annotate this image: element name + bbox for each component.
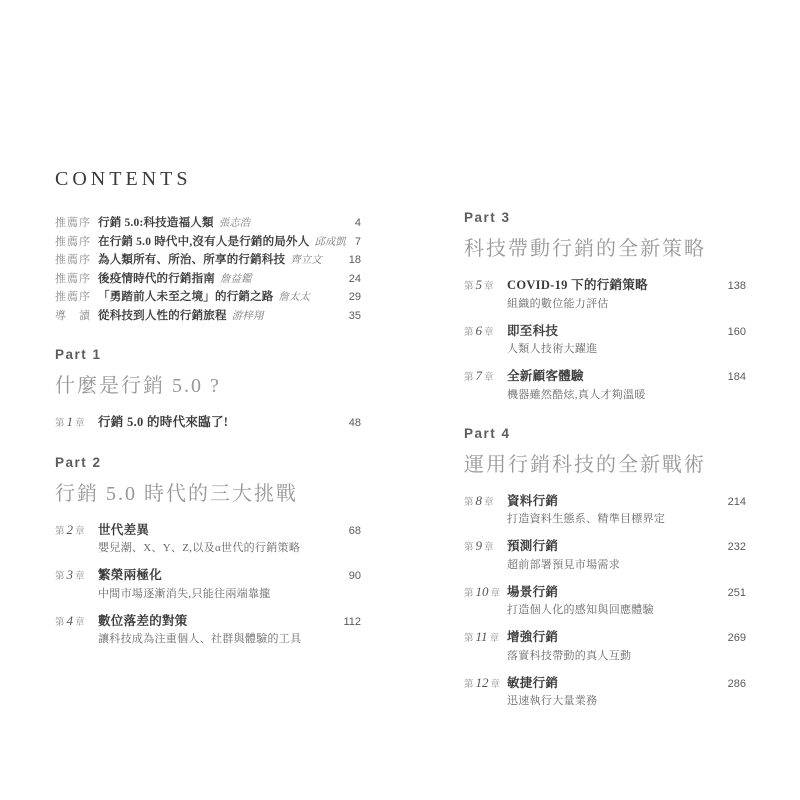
part-title: 科技帶動行銷的全新策略 bbox=[464, 238, 706, 260]
chapter-row bbox=[55, 614, 361, 629]
chapter-number-label: 第 11 章 bbox=[464, 629, 500, 644]
part-section-2 bbox=[55, 455, 361, 646]
entry-title: 在行銷 5.0 時代中,沒有人是行銷的局外人 bbox=[98, 235, 310, 248]
entry-label: 推薦序 bbox=[55, 254, 91, 266]
chapter-block bbox=[464, 369, 746, 401]
entry-author: 齊立文 bbox=[290, 255, 322, 266]
left-column bbox=[55, 168, 361, 659]
right-column bbox=[464, 210, 746, 721]
entry-author: 邱成凱 bbox=[314, 236, 346, 248]
part-section-1 bbox=[55, 347, 361, 430]
chapter-page-number: 138 bbox=[727, 280, 746, 292]
front-matter-entry bbox=[55, 255, 361, 267]
chapter-row bbox=[55, 523, 361, 538]
front-matter-entry bbox=[55, 311, 361, 323]
chapter-page-number: 184 bbox=[727, 371, 746, 383]
front-matter-entry bbox=[55, 218, 361, 230]
chapter-page-number: 232 bbox=[727, 541, 746, 553]
entry-title: 「勇踏前人未至之境」的行銷之路 bbox=[98, 291, 274, 303]
chapter-block bbox=[55, 415, 361, 430]
chapter-number-label: 第 6 章 bbox=[464, 322, 494, 338]
chapter-number-label: 第 4 章 bbox=[55, 612, 85, 628]
chapter-title: 世代差異 bbox=[98, 522, 150, 537]
contents-title: CONTENTS bbox=[55, 168, 192, 190]
chapter-subtitle: 組織的數位能力評估 bbox=[507, 297, 609, 310]
chapter-page-number: 251 bbox=[727, 586, 746, 599]
chapter-subtitle: 機器雖然酷炫,真人才夠溫暖 bbox=[507, 388, 646, 401]
chapter-row bbox=[464, 369, 746, 384]
entry-label: 導 讀 bbox=[55, 309, 91, 322]
entry-title: 從科技到人性的行銷旅程 bbox=[98, 309, 227, 322]
entry-author: 張志浩 bbox=[218, 218, 251, 229]
chapter-block bbox=[464, 278, 746, 310]
entry-title: 後疫情時代的行銷指南 bbox=[98, 272, 215, 285]
chapter-number-label: 第 8 章 bbox=[464, 492, 494, 508]
chapter-block bbox=[55, 523, 361, 555]
chapter-subtitle: 落實科技帶動的真人互動 bbox=[507, 649, 632, 662]
entry-title: 行銷 5.0:科技造福人類 bbox=[98, 217, 214, 229]
chapter-title: 繁榮兩極化 bbox=[98, 568, 163, 582]
part-section-3 bbox=[464, 210, 746, 401]
chapter-subtitle: 嬰兒潮、X、Y、Z,以及α世代的行銷策略 bbox=[98, 542, 301, 554]
part-label: Part 1 bbox=[55, 347, 102, 362]
entry-label: 推薦序 bbox=[55, 291, 91, 303]
entry-label: 推薦序 bbox=[55, 235, 91, 248]
part-title: 運用行銷科技的全新戰術 bbox=[464, 453, 706, 476]
entry-label: 推薦序 bbox=[55, 272, 91, 285]
chapter-title: 數位落差的對策 bbox=[98, 613, 188, 628]
chapter-block bbox=[464, 630, 746, 662]
chapter-page-number: 160 bbox=[727, 325, 746, 338]
chapter-number-label: 第 7 章 bbox=[464, 368, 494, 383]
entry-page-number: 35 bbox=[348, 309, 361, 322]
chapter-subtitle: 中間市場逐漸消失,只能往兩端靠攏 bbox=[98, 587, 271, 600]
chapter-row bbox=[464, 585, 746, 600]
chapter-subtitle: 打造個人化的感知與回應體驗 bbox=[507, 604, 654, 616]
chapter-number-label: 第 5 章 bbox=[464, 277, 494, 292]
entry-page-number: 18 bbox=[348, 254, 361, 266]
chapter-subtitle: 讓科技成為注重個人、社群與體驗的工具 bbox=[98, 633, 302, 645]
front-matter-entry bbox=[55, 274, 361, 286]
entry-title: 為人類所有、所治、所享的行銷科技 bbox=[98, 254, 286, 266]
chapter-row bbox=[464, 324, 746, 339]
chapter-title: 行銷 5.0 的時代來臨了! bbox=[98, 415, 229, 429]
chapter-number-label: 第 10 章 bbox=[464, 583, 501, 599]
chapter-row bbox=[464, 494, 746, 509]
part-label: Part 2 bbox=[55, 454, 102, 470]
chapter-row bbox=[55, 415, 361, 430]
chapter-page-number: 286 bbox=[727, 677, 746, 690]
part-label: Part 4 bbox=[464, 425, 511, 441]
chapter-title: 增強行銷 bbox=[507, 630, 559, 644]
chapter-subtitle: 打造資料生態系、精準目標界定 bbox=[507, 513, 666, 525]
entry-author: 游梓翔 bbox=[231, 310, 264, 322]
chapter-page-number: 112 bbox=[343, 615, 361, 628]
entry-label: 推薦序 bbox=[55, 217, 91, 229]
chapter-block bbox=[55, 614, 361, 646]
entry-page-number: 7 bbox=[354, 235, 361, 248]
entry-author: 詹益鑑 bbox=[220, 273, 252, 285]
chapter-title: COVID-19 下的行銷策略 bbox=[507, 278, 648, 292]
entry-author: 詹太太 bbox=[278, 292, 310, 303]
part-section-4 bbox=[464, 426, 746, 708]
chapter-number-label: 第 1 章 bbox=[55, 414, 85, 429]
chapter-title: 敏捷行銷 bbox=[507, 675, 559, 690]
entry-page-number: 29 bbox=[348, 291, 361, 303]
chapter-block bbox=[464, 585, 746, 617]
chapter-title: 預測行銷 bbox=[507, 539, 559, 553]
part-title: 行銷 5.0 時代的三大挑戰 bbox=[55, 482, 298, 505]
chapter-subtitle: 迅速執行大量業務 bbox=[507, 695, 598, 707]
chapter-page-number: 269 bbox=[727, 632, 746, 644]
chapter-block bbox=[464, 324, 746, 356]
chapter-block bbox=[464, 676, 746, 708]
chapter-number-label: 第 12 章 bbox=[464, 674, 501, 690]
front-matter-list bbox=[55, 218, 361, 322]
chapter-subtitle: 超前部署預見市場需求 bbox=[507, 558, 620, 571]
entry-page-number: 4 bbox=[354, 217, 361, 229]
chapter-title: 即至科技 bbox=[507, 323, 559, 338]
chapter-row bbox=[464, 539, 746, 554]
front-matter-entry bbox=[55, 292, 361, 304]
chapter-page-number: 48 bbox=[348, 417, 361, 429]
chapter-block bbox=[55, 568, 361, 600]
part-label: Part 3 bbox=[464, 210, 511, 225]
front-matter-entry bbox=[55, 237, 361, 249]
chapter-block bbox=[464, 494, 746, 526]
chapter-title: 場景行銷 bbox=[507, 584, 559, 599]
chapter-row bbox=[464, 278, 746, 293]
chapter-subtitle: 人類人技術大躍進 bbox=[507, 343, 598, 355]
chapter-title: 全新顧客體驗 bbox=[507, 369, 584, 383]
chapter-number-label: 第 3 章 bbox=[55, 567, 85, 582]
chapter-number-label: 第 2 章 bbox=[55, 521, 85, 537]
chapter-row bbox=[55, 568, 361, 583]
chapter-number-label: 第 9 章 bbox=[464, 538, 494, 553]
chapter-page-number: 68 bbox=[348, 524, 361, 537]
chapter-block bbox=[464, 539, 746, 571]
part-title: 什麼是行銷 5.0 ? bbox=[55, 375, 221, 397]
chapter-row bbox=[464, 676, 746, 691]
chapter-page-number: 214 bbox=[727, 495, 746, 508]
chapter-title: 資料行銷 bbox=[507, 493, 559, 508]
entry-page-number: 24 bbox=[348, 272, 361, 285]
chapter-row bbox=[464, 630, 746, 645]
chapter-page-number: 90 bbox=[348, 570, 361, 582]
